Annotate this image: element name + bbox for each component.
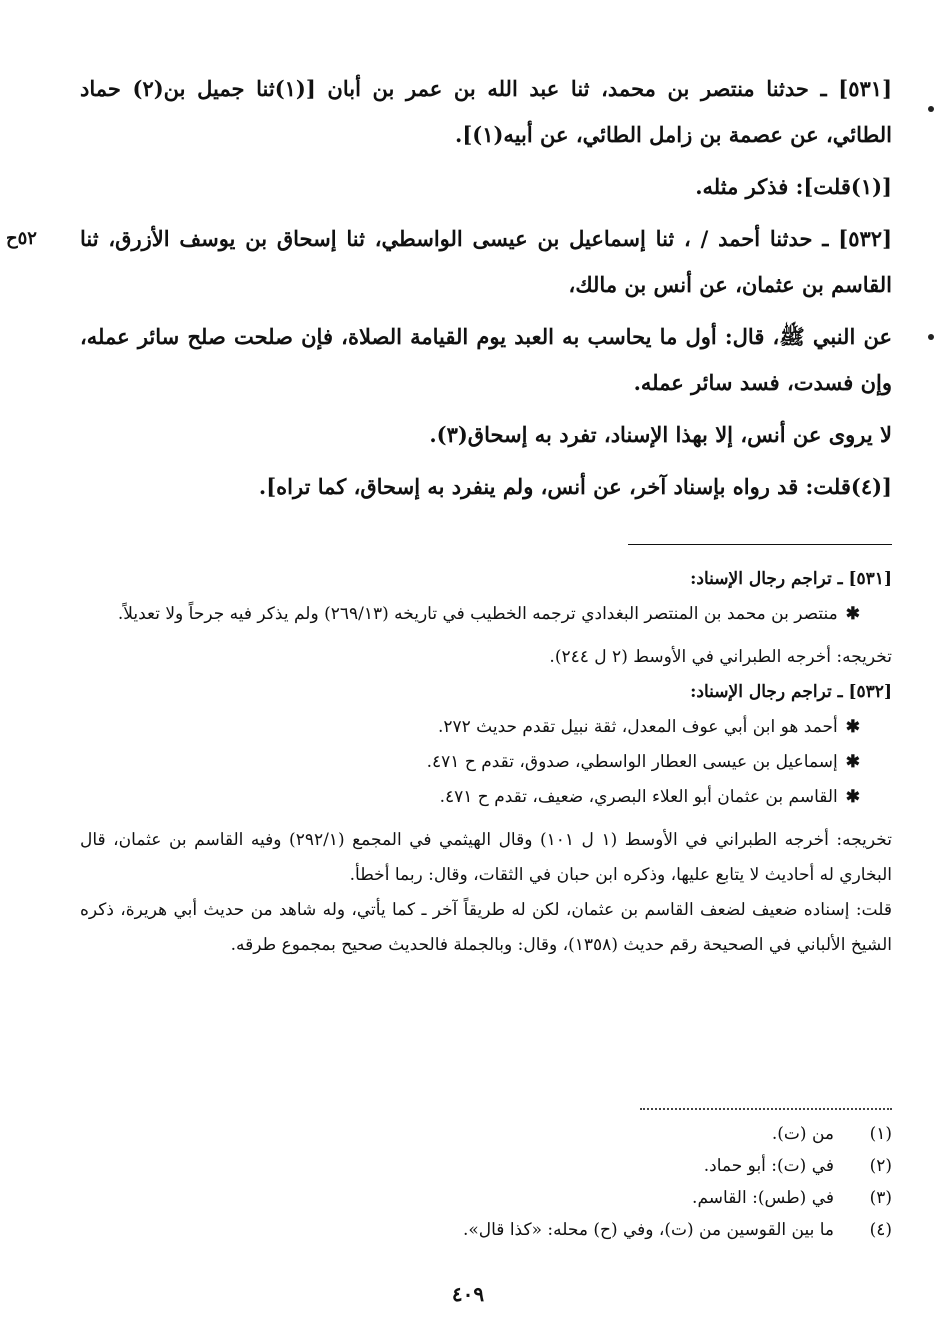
bullet-icon: ✱ <box>845 752 860 772</box>
main-text <box>6 66 893 516</box>
n532-narrator-1-text: أحمد هو ابن أبي عوف المعدل، ثقة نبيل تقدم حديث ٢٧٢. <box>437 717 838 737</box>
hadith-532-note: لا يروى عن أنس، إلا بهذا الإسناد، تفرد به إسحاق(٣). <box>429 422 892 447</box>
n532-narrator-2 <box>80 745 860 780</box>
hadith-531-line2: حماد الطائي، عن عصمة بن زامل الطائي، عن أبيه(١)]. <box>80 76 892 147</box>
footnote-1 <box>80 1118 892 1150</box>
notes-separator <box>628 544 892 545</box>
footnote-number: (٣) <box>869 1188 892 1208</box>
footnote-text: ما بين القوسين من (ت)، وفي (ح) محله: «كذا قال». <box>462 1220 834 1240</box>
footnote-2 <box>80 1150 892 1182</box>
hadith-532-line1: [٥٣٢] ـ حدثنا أحمد / ، ثنا إسماعيل بن عيسى الواسطي، ثنا إسحاق بن يوسف <box>179 226 892 251</box>
hadith-531-qult: [(١)قلت]: فذكر مثله. <box>695 174 892 199</box>
n531-narrator <box>80 597 860 632</box>
footnote-3 <box>80 1182 892 1214</box>
n532-takhrij: تخريجه: أخرجه الطبراني في الأوسط (١ ل ١٠١) وقال الهيثمي في المجمع (٢٩٢/١) وفيه القاسم بن عثمان، قال البخاري له أحاديث لا يتابع عليها، وذكره ابن حبان في الثقات، وقال: ربما أخطأ. <box>80 830 893 885</box>
n532-qult: قلت: إسناده ضعيف لضعف القاسم بن عثمان، لكن له طريقاً آخر ـ كما يأتي، وله شاهد من حديث أبي هريرة، ذكره الشيخ الألباني في الصحيحة رقم حديث (١٣٥٨)، وقال: وبالجملة فالحديث صحيح بمجموع طرقه. <box>80 900 892 955</box>
page-number: ٤٠٩ <box>451 1282 485 1306</box>
hadith-532-isnad <box>80 216 892 308</box>
footnote-4 <box>80 1214 892 1246</box>
hadith-531-line1: [٥٣١] ـ حدثنا منتصر بن محمد، ثنا عبد الله بن عمر بن أبان [(١)ثنا جميل بن(٢) <box>132 76 893 101</box>
footnote-text: من (ت). <box>771 1124 834 1144</box>
n531-heading: [٥٣١] ـ تراجم رجال الإسناد: <box>690 569 892 589</box>
hadith-532-qult: [(٤)قلت: قد رواه بإسناد آخر، عن أنس، ولم ينفرد به إسحاق، كما تراه]. <box>258 474 892 499</box>
hadith-532-line2: الأزرق، ثنا القاسم بن عثمان، عن أنس بن مالك، <box>80 226 892 297</box>
n532-narrator-2-text: إسماعيل بن عيسى العطار الواسطي، صدوق، تقدم ح ٤٧١. <box>426 752 838 772</box>
margin-dot <box>928 334 934 340</box>
hadith-531 <box>80 66 892 158</box>
hadith-532 <box>6 216 892 308</box>
bullet-icon: ✱ <box>845 604 860 624</box>
margin-page-ref: ٥٢ح <box>6 228 37 249</box>
n532-narrator-3-text: القاسم بن عثمان أبو العلاء البصري، ضعيف، تقدم ح ٤٧١. <box>439 787 838 807</box>
margin-dot <box>928 106 934 112</box>
footnote-separator <box>640 1108 892 1110</box>
bullet-icon: ✱ <box>845 717 860 737</box>
n531-takhrij: تخريجه: أخرجه الطبراني في الأوسط (٢ ل ٢٤٤). <box>549 647 892 667</box>
footnote-number: (٤) <box>869 1220 892 1240</box>
footnote-number: (١) <box>869 1124 892 1144</box>
footnote-number: (٢) <box>869 1156 892 1176</box>
footnote-text: في (ت): أبو حماد. <box>703 1156 834 1176</box>
bullet-icon: ✱ <box>845 787 860 807</box>
commentary <box>80 562 892 963</box>
n532-narrator-3 <box>80 780 860 815</box>
n532-narrator-1 <box>80 710 860 745</box>
footnote-text: في (طس): القاسم. <box>692 1188 834 1208</box>
footnotes <box>80 1118 892 1246</box>
n531-narrator-text: منتصر بن محمد بن المنتصر البغدادي ترجمه الخطيب في تاريخه (٢٦٩/١٣) ولم يذكر فيه جرحاً ولا تعديلاً. <box>117 604 838 624</box>
n532-heading: [٥٣٢] ـ تراجم رجال الإسناد: <box>690 682 892 702</box>
hadith-532-matn: عن النبي ﷺ، قال: أول ما يحاسب به العبد يوم القيامة الصلاة، فإن صلحت صلح سائر عمله، وإن فسدت، فسد سائر عمله. <box>80 324 892 395</box>
